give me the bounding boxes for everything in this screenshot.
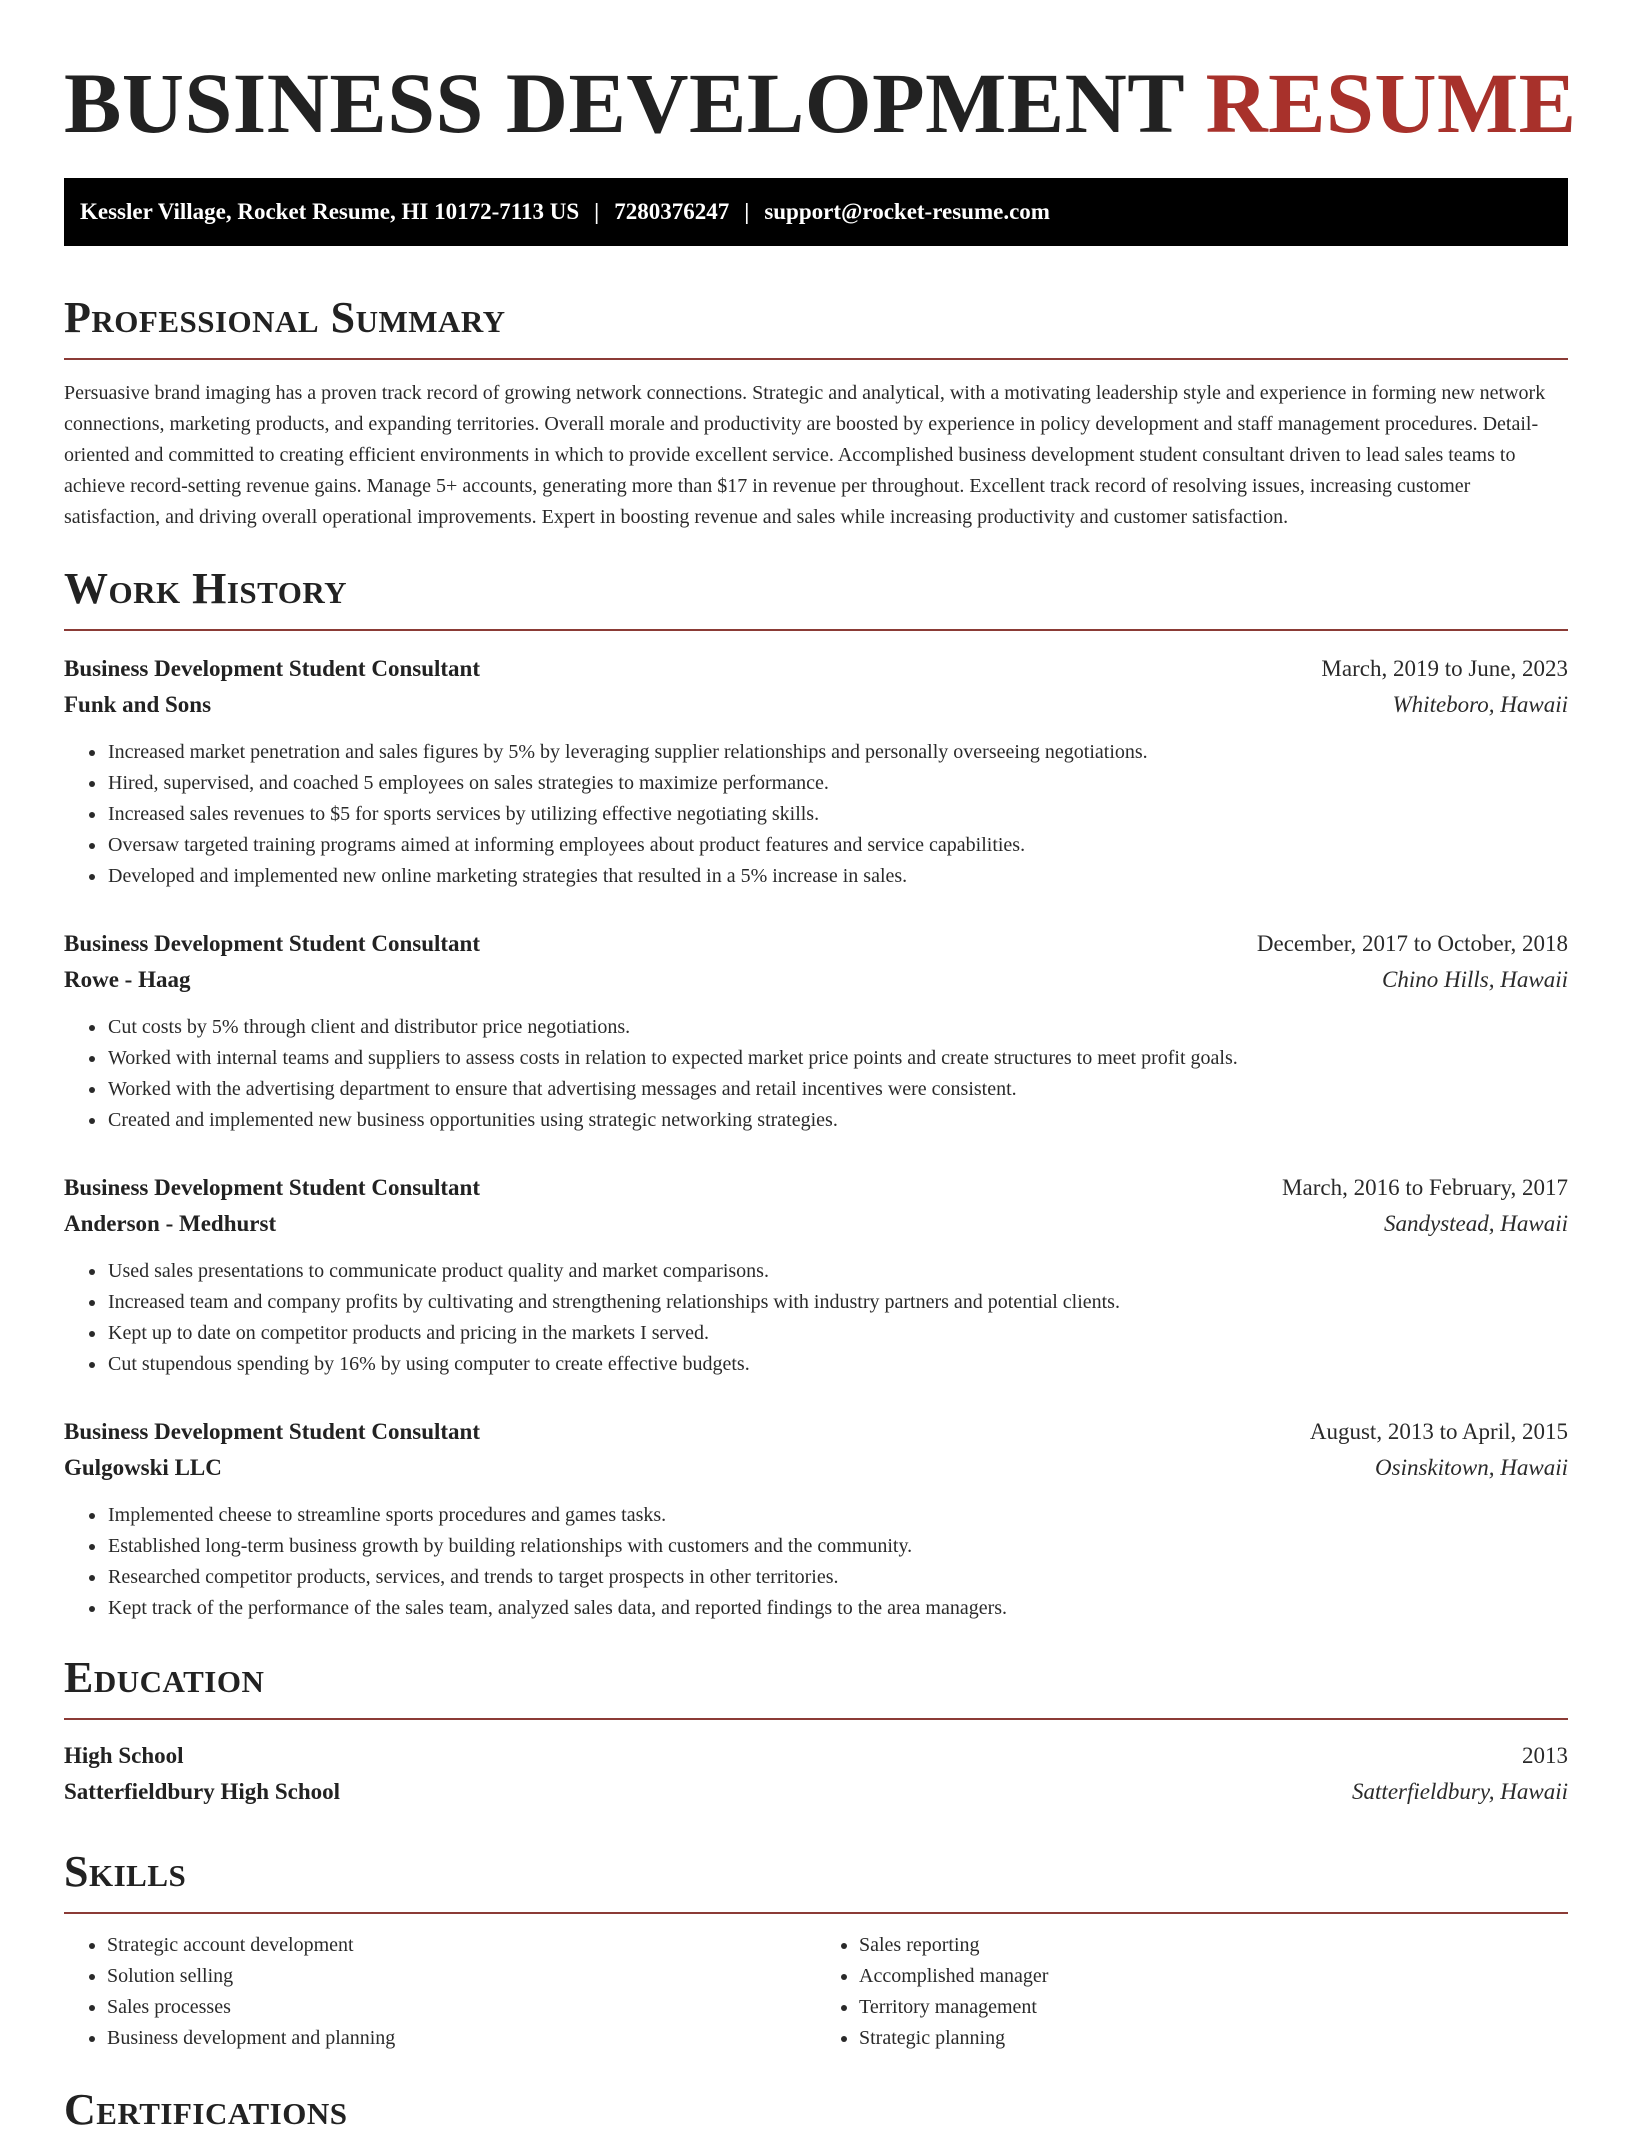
job-title: Business Development Student Consultant (64, 1419, 480, 1444)
education-year: 2013 (1522, 1743, 1568, 1768)
job-title: Business Development Student Consultant (64, 931, 480, 956)
skills-column-left (64, 1930, 816, 2054)
contact-phone: 7280376247 (614, 199, 730, 224)
job-entry (64, 651, 1568, 892)
list-item: • Hired, supervised, and coached 5 employees on sales strategies to maximize performance. (107, 768, 1568, 799)
section-divider (64, 1912, 1568, 1914)
skills-column-right (816, 1930, 1568, 2054)
list-item: • Oversaw targeted training programs aimed at informing employees about product features and service capabilities. (107, 830, 1568, 861)
resume-title (64, 0, 1577, 152)
job-location: Sandystead, Hawaii (1384, 1211, 1568, 1236)
list-item: • Worked with the advertising department to ensure that advertising messages and retail incentives were consistent. (107, 1074, 1568, 1105)
education-location: Satterfieldbury, Hawaii (1352, 1779, 1568, 1804)
job-header-row (64, 926, 1568, 962)
title-accent: RESUME (1205, 55, 1577, 151)
summary-text: Persuasive brand imaging has a proven track record of growing network connections. Strategic and analytical, with a motivating leadership style and experience in forming new network connections, marketing products, and expanding territories. Overall morale and productivity are boosted by experience in policy development and staff management procedures. Detail-oriented and committed to creating efficient environments in which to provide excellent service. Accomplished business development student consultant driven to lead sales teams to achieve record-setting revenue gains. Manage 5+ accounts, generating more than $17 in revenue per throughout. Excellent track record of resolving issues, increasing customer satisfaction, and driving overall operational improvements. Expert in boosting revenue and sales while increasing productivity and customer satisfaction. (64, 382, 1546, 528)
skill-item: • Business development and planning (107, 2023, 816, 2054)
list-item: • Cut stupendous spending by 16% by using computer to create effective budgets. (107, 1349, 1568, 1380)
skills-grid (64, 1930, 1568, 2054)
skill-item: • Solution selling (107, 1961, 816, 1992)
section-heading: Work History (64, 564, 348, 613)
job-dates: December, 2017 to October, 2018 (1256, 931, 1568, 956)
job-header-row (64, 651, 1568, 687)
section-heading: Education (64, 1653, 265, 1702)
list-item: • Increased team and company profits by cultivating and strengthening relationships with industry partners and potential clients. (107, 1287, 1568, 1318)
job-company: Rowe - Haag (64, 967, 191, 992)
job-entry (64, 1170, 1568, 1380)
job-location: Whiteboro, Hawaii (1392, 692, 1568, 717)
list-item: • Worked with internal teams and suppliers to assess costs in relation to expected market price points and create structures to meet profit goals. (107, 1043, 1568, 1074)
section-divider (64, 629, 1568, 631)
section-divider (64, 1718, 1568, 1720)
education-header-row (64, 1738, 1568, 1774)
education-school-row (64, 1774, 1568, 1810)
job-location: Chino Hills, Hawaii (1382, 967, 1568, 992)
section-heading: Professional Summary (64, 293, 506, 342)
list-item: • Cut costs by 5% through client and distributor price negotiations. (107, 1012, 1568, 1043)
professional-summary-section (64, 292, 1568, 533)
list-item: • Increased sales revenues to $5 for sports services by utilizing effective negotiating skills. (107, 799, 1568, 830)
job-company-row (64, 962, 1568, 998)
job-dates: August, 2013 to April, 2015 (1309, 1419, 1568, 1444)
job-dates: March, 2019 to June, 2023 (1321, 656, 1568, 681)
job-company-row (64, 1450, 1568, 1486)
job-location: Osinskitown, Hawaii (1375, 1455, 1568, 1480)
contact-separator: | (744, 199, 750, 224)
skill-item: • Sales reporting (859, 1930, 1568, 1961)
education-section (64, 1652, 1568, 1810)
job-title: Business Development Student Consultant (64, 1175, 480, 1200)
list-item: • Developed and implemented new online marketing strategies that resulted in a 5% increase in sales. (107, 861, 1568, 892)
section-divider (64, 358, 1568, 360)
list-item: • Implemented cheese to streamline sports procedures and games tasks. (107, 1500, 1568, 1531)
contact-address: Kessler Village, Rocket Resume, HI 10172-7113 US (80, 199, 580, 224)
list-item: • Kept track of the performance of the sales team, analyzed sales data, and reported findings to the area managers. (107, 1593, 1568, 1624)
certifications-section (64, 2084, 1568, 2136)
job-company-row (64, 687, 1568, 723)
work-history-section (64, 563, 1568, 1624)
job-entry (64, 1414, 1568, 1624)
contact-email: support@rocket-resume.com (764, 199, 1050, 224)
job-header-row (64, 1414, 1568, 1450)
education-degree: High School (64, 1743, 184, 1768)
section-heading: Certifications (64, 2085, 348, 2134)
job-title: Business Development Student Consultant (64, 656, 480, 681)
list-item: • Established long-term business growth by building relationships with customers and the community. (107, 1531, 1568, 1562)
job-company: Anderson - Medhurst (64, 1211, 277, 1236)
job-company: Funk and Sons (64, 692, 212, 717)
contact-separator: | (594, 199, 600, 224)
job-company: Gulgowski LLC (64, 1455, 222, 1480)
job-bullets (64, 1256, 1568, 1380)
education-entry (64, 1738, 1568, 1810)
job-bullets (64, 737, 1568, 892)
title-main: BUSINESS DEVELOPMENT (64, 55, 1184, 151)
skill-item: • Accomplished manager (859, 1961, 1568, 1992)
section-heading: Skills (64, 1847, 187, 1896)
skill-item: • Strategic planning (859, 2023, 1568, 2054)
list-item: • Used sales presentations to communicate product quality and market comparisons. (107, 1256, 1568, 1287)
job-company-row (64, 1206, 1568, 1242)
education-school: Satterfieldbury High School (64, 1779, 341, 1804)
job-header-row (64, 1170, 1568, 1206)
skill-item: • Sales processes (107, 1992, 816, 2023)
list-item: • Increased market penetration and sales figures by 5% by leveraging supplier relationships and personally overseeing negotiations. (107, 737, 1568, 768)
skill-item: • Strategic account development (107, 1930, 816, 1961)
list-item: • Researched competitor products, services, and trends to target prospects in other territories. (107, 1562, 1568, 1593)
skill-item: • Territory management (859, 1992, 1568, 2023)
job-bullets (64, 1500, 1568, 1624)
list-item: • Kept up to date on competitor products and pricing in the markets I served. (107, 1318, 1568, 1349)
list-item: • Created and implemented new business opportunities using strategic networking strategies. (107, 1105, 1568, 1136)
skills-section (64, 1846, 1568, 2054)
contact-bar (64, 178, 1568, 246)
job-bullets (64, 1012, 1568, 1136)
job-dates: March, 2016 to February, 2017 (1282, 1175, 1568, 1200)
job-entry (64, 926, 1568, 1136)
